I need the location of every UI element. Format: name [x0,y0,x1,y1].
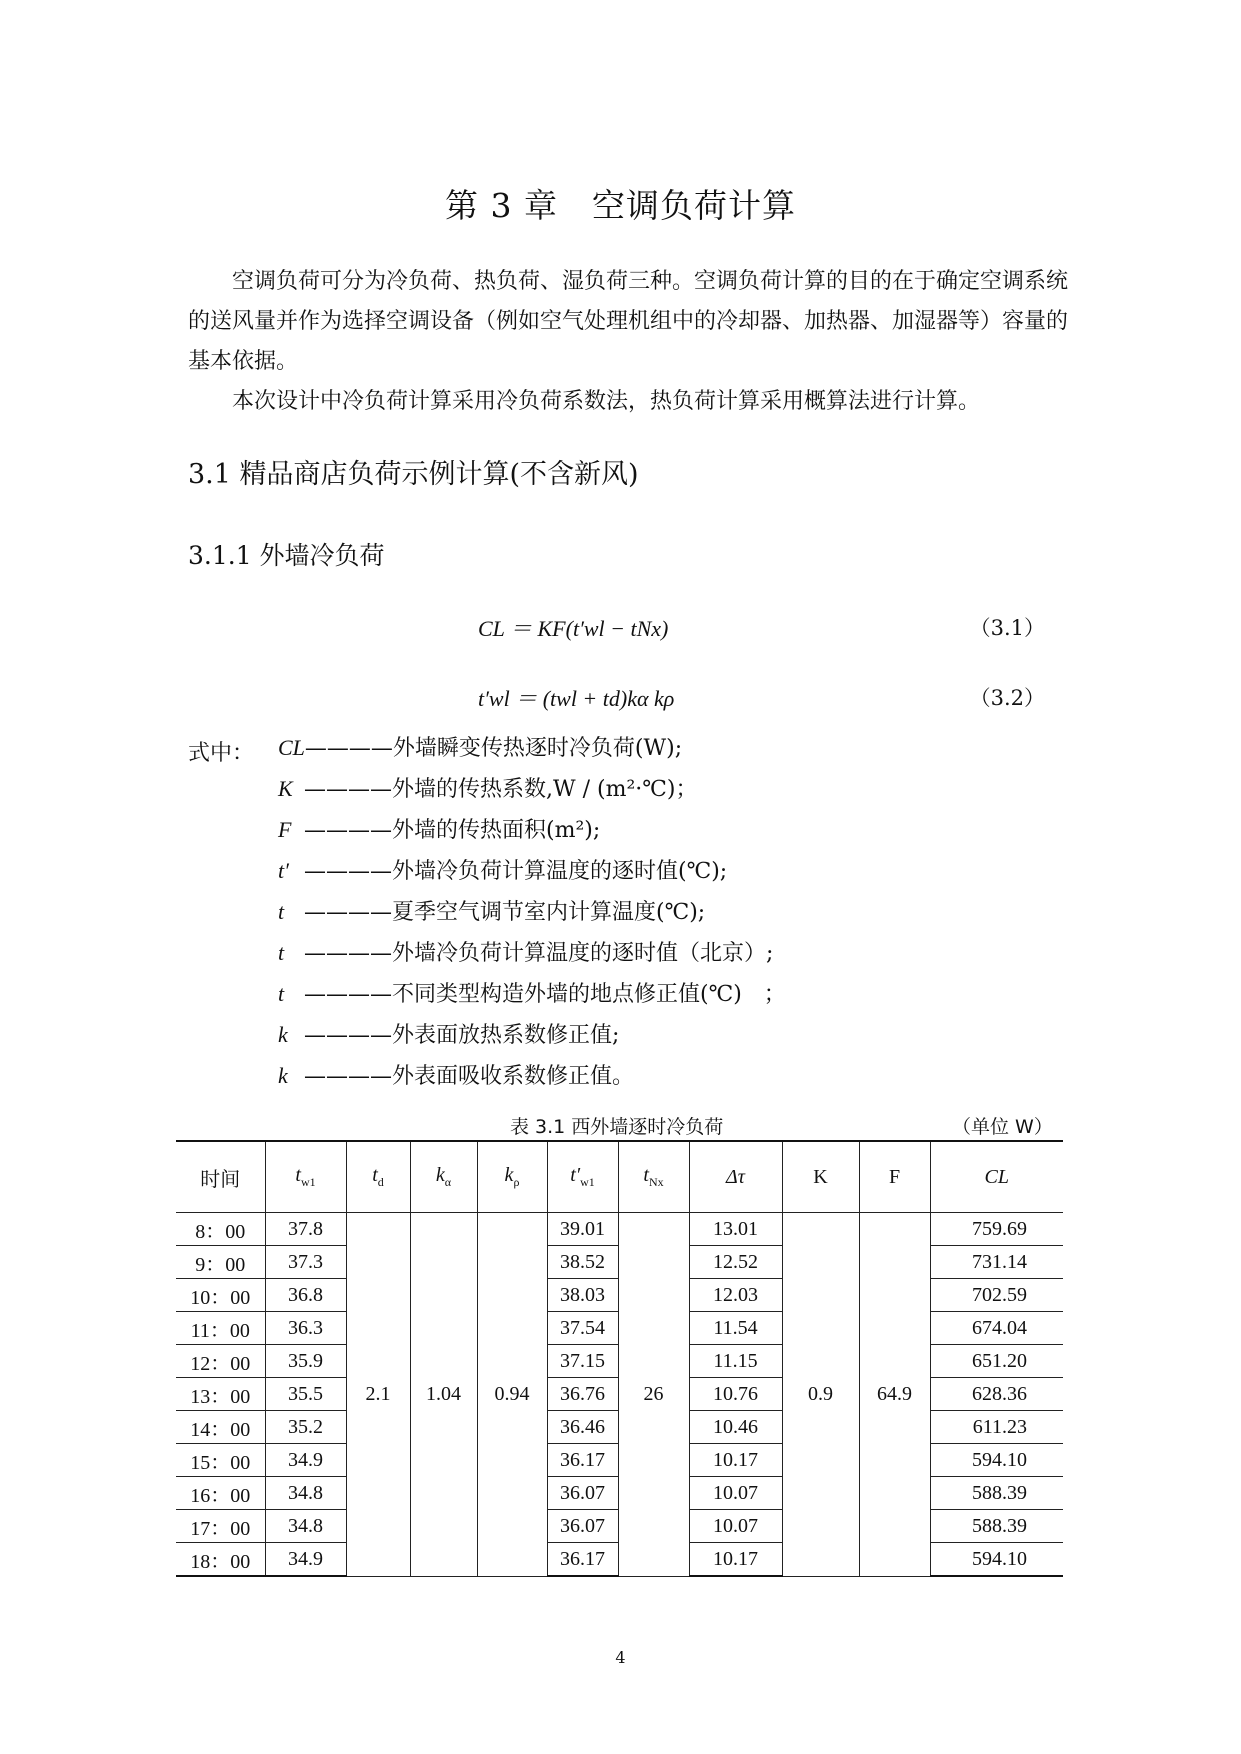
table-cell: 16：00 [176,1477,265,1510]
header-subscript: w1 [300,1175,316,1189]
table-caption: 表 3.1 西外墙逐时冷负荷 [510,1116,724,1138]
table-cell: 34.9 [265,1543,346,1577]
table-row [176,1213,1063,1246]
table-cell: 35.5 [265,1378,346,1411]
table-cell: 0.9 [782,1213,859,1577]
table-unit: （单位 W） [952,1116,1053,1138]
equation-number-3-2: （3.2） [969,686,1045,710]
table-cell: 2.1 [346,1213,410,1577]
table-cell: 36.07 [547,1510,618,1543]
header-symbol: Δτ [726,1165,745,1188]
definition-symbol: CL [278,735,305,760]
definition-item [278,728,786,769]
definition-item [278,769,786,810]
definition-text: ————外表面放热系数修正值; [304,1023,620,1048]
table-cell: 38.03 [547,1279,618,1312]
definition-item [278,892,786,933]
where-label: 式中： [188,741,255,766]
table-header-cell [782,1141,859,1213]
table-cell: 12.03 [689,1279,782,1312]
table-cell: 10.17 [689,1444,782,1477]
table-cell: 11.15 [689,1345,782,1378]
table-cell: 13.01 [689,1213,782,1246]
definition-symbol: F [278,817,292,842]
header-symbol: t′ [570,1164,581,1186]
table-cell: 594.10 [930,1444,1063,1477]
definition-text: ————外墙冷负荷计算温度的逐时值（北京）; [304,941,774,966]
header-subscript: Nx [648,1175,664,1189]
subsection-heading: 3.1.1 外墙冷负荷 [188,541,385,570]
table-cell: 10.17 [689,1543,782,1577]
definition-text: ————外墙的传热系数,W / (m²·℃)； [304,777,698,802]
table-cell: 10.07 [689,1477,782,1510]
table-cell: 11.54 [689,1312,782,1345]
table-cell: 611.23 [930,1411,1063,1444]
header-subscript: d [377,1175,384,1189]
table-header-cell [859,1141,930,1213]
definition-item [278,974,786,1015]
header-symbol: 时间 [200,1168,241,1191]
table-cell: 37.15 [547,1345,618,1378]
table-header-cell [265,1141,346,1213]
table-cell: 36.07 [547,1477,618,1510]
table-cell: 759.69 [930,1213,1063,1246]
table-cell: 36.46 [547,1411,618,1444]
table-cell: 13：00 [176,1378,265,1411]
table-cell: 34.8 [265,1477,346,1510]
table-cell: 35.9 [265,1345,346,1378]
table-cell: 36.3 [265,1312,346,1345]
table-cell: 64.9 [859,1213,930,1577]
table-cell: 26 [618,1213,689,1577]
table-cell: 674.04 [930,1312,1063,1345]
page-number: 4 [615,1648,626,1667]
table-cell: 10.76 [689,1378,782,1411]
table-cell: 628.36 [930,1378,1063,1411]
table-cell: 8：00 [176,1213,265,1246]
definition-symbol: t [278,940,285,965]
table-cell: 37.3 [265,1246,346,1279]
table-cell: 36.17 [547,1543,618,1577]
equation-3-2: t′wl ＝ (twl + td)kα kρ [478,686,675,711]
equation-3-1: CL ＝ KF(t′wl − tNx) [478,616,669,641]
header-symbol: F [888,1165,901,1188]
header-subscript: ρ [513,1175,520,1189]
table-cell: 34.8 [265,1510,346,1543]
header-symbol: t [643,1164,649,1186]
chapter-title: 第 3 章 空调负荷计算 [445,186,796,225]
definition-symbol: t [278,899,285,924]
definition-list [278,728,786,1097]
section-heading: 3.1 精品商店负荷示例计算(不含新风) [188,459,639,490]
table-cell: 37.8 [265,1213,346,1246]
table-cell: 17：00 [176,1510,265,1543]
definition-text: ————外墙瞬变传热逐时冷负荷(W); [304,736,683,761]
table-cell: 39.01 [547,1213,618,1246]
definition-text: ————外墙的传热面积(m²); [304,818,601,843]
header-subscript: α [444,1175,452,1189]
table-header-cell [410,1141,477,1213]
table-cell: 651.20 [930,1345,1063,1378]
table-cell: 11：00 [176,1312,265,1345]
table-cell: 36.17 [547,1444,618,1477]
table-cell: 34.9 [265,1444,346,1477]
table-header-row [176,1141,1063,1213]
table-cell: 10：00 [176,1279,265,1312]
intro-paragraph-1: 空调负荷可分为冷负荷、热负荷、湿负荷三种。空调负荷计算的目的在于确定空调系统的送风量并作为选择空调设备（例如空气处理机组中的冷却器、加热器、加湿器等）容量的基本依据。 [188,269,1069,374]
table-cell: 0.94 [477,1213,547,1577]
definition-symbol: k [278,1022,288,1047]
table-cell: 14：00 [176,1411,265,1444]
table-cell: 15：00 [176,1444,265,1477]
cooling-load-table [176,1140,1063,1577]
table-cell: 594.10 [930,1543,1063,1577]
table-header-cell [346,1141,410,1213]
definition-item [278,933,786,974]
definition-text: ————外墙冷负荷计算温度的逐时值(℃); [304,859,728,884]
header-symbol: k [435,1164,445,1186]
header-symbol: CL [984,1165,1009,1188]
header-symbol: t [295,1164,301,1186]
definition-symbol: k [278,1063,288,1088]
table-cell: 12：00 [176,1345,265,1378]
definition-text: ————外表面吸收系数修正值。 [304,1064,635,1089]
table-cell: 18：00 [176,1543,265,1577]
table-cell: 10.46 [689,1411,782,1444]
intro-paragraph-2: 本次设计中冷负荷计算采用冷负荷系数法，热负荷计算采用概算法进行计算。 [232,389,981,414]
table-cell: 38.52 [547,1246,618,1279]
table-cell: 37.54 [547,1312,618,1345]
table-cell: 36.8 [265,1279,346,1312]
table-cell: 36.76 [547,1378,618,1411]
table-header-cell [689,1141,782,1213]
definition-symbol: K [278,776,293,801]
table-cell: 9：00 [176,1246,265,1279]
table-cell: 35.2 [265,1411,346,1444]
header-symbol: k [504,1164,514,1186]
definition-text: ————夏季空气调节室内计算温度(℃); [304,900,706,925]
table-header-cell [547,1141,618,1213]
table-cell: 731.14 [930,1246,1063,1279]
definition-item [278,1015,786,1056]
table-cell: 10.07 [689,1510,782,1543]
table-header-cell [176,1141,265,1213]
header-subscript: w1 [580,1175,595,1189]
table-header-cell [930,1141,1063,1213]
table-cell: 12.52 [689,1246,782,1279]
header-symbol: t [372,1164,378,1186]
equation-number-3-1: （3.1） [969,616,1045,640]
definition-item [278,1056,786,1097]
table-cell: 588.39 [930,1510,1063,1543]
table-cell: 588.39 [930,1477,1063,1510]
table-cell: 1.04 [410,1213,477,1577]
definition-item [278,851,786,892]
definition-item [278,810,786,851]
definition-symbol: t [278,981,285,1006]
header-symbol: K [813,1165,828,1188]
table-cell: 702.59 [930,1279,1063,1312]
table-header-cell [477,1141,547,1213]
definition-symbol: t′ [278,858,289,883]
definition-text: ————不同类型构造外墙的地点修正值(℃) ； [304,982,786,1007]
table-header-cell [618,1141,689,1213]
